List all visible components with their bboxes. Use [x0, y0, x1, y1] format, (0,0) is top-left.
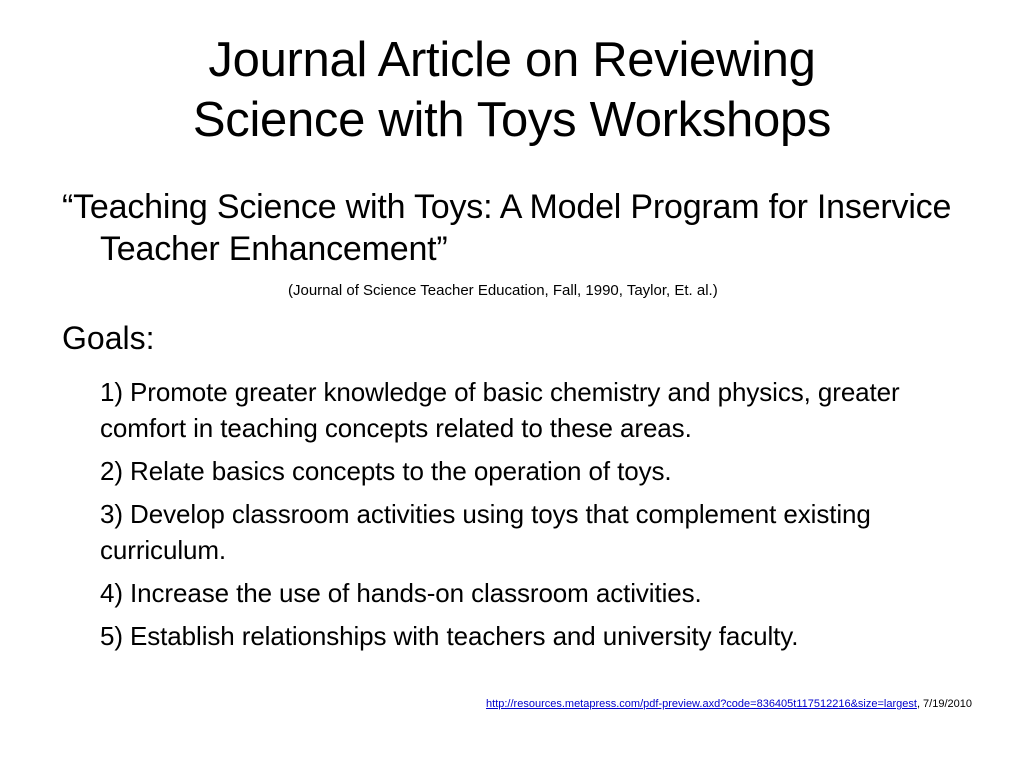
article-citation: (Journal of Science Teacher Education, Fall, 1990, Taylor, Et. al.) — [288, 282, 718, 299]
goal-item-3: 3) Develop classroom activities using toys that complement existing curriculum. — [100, 499, 871, 565]
title-line-1: Journal Article on Reviewing — [208, 33, 816, 87]
slide-body — [62, 186, 982, 661]
source-date: , 7/19/2010 — [916, 698, 972, 710]
goals-heading: Goals: — [62, 320, 155, 356]
goal-item-1: 1) Promote greater knowledge of basic chemistry and physics, greater comfort in teaching concepts related to these areas. — [100, 377, 900, 443]
goal-item-5: 5) Establish relationships with teachers and university faculty. — [100, 621, 799, 651]
goal-item-2: 2) Relate basics concepts to the operation of toys. — [100, 456, 672, 486]
goals-list — [62, 374, 982, 654]
source-link[interactable]: http://resources.metapress.com/pdf-preview.axd?code=836405t117512216&size=largest — [486, 698, 917, 710]
slide-title — [0, 30, 1024, 150]
article-title-quote: “Teaching Science with Toys: A Model Program for Inservice Teacher Enhancement” — [62, 188, 952, 268]
goal-item-4: 4) Increase the use of hands-on classroom activities. — [100, 578, 702, 608]
title-line-2: Science with Toys Workshops — [192, 93, 832, 147]
source-reference — [486, 697, 972, 711]
